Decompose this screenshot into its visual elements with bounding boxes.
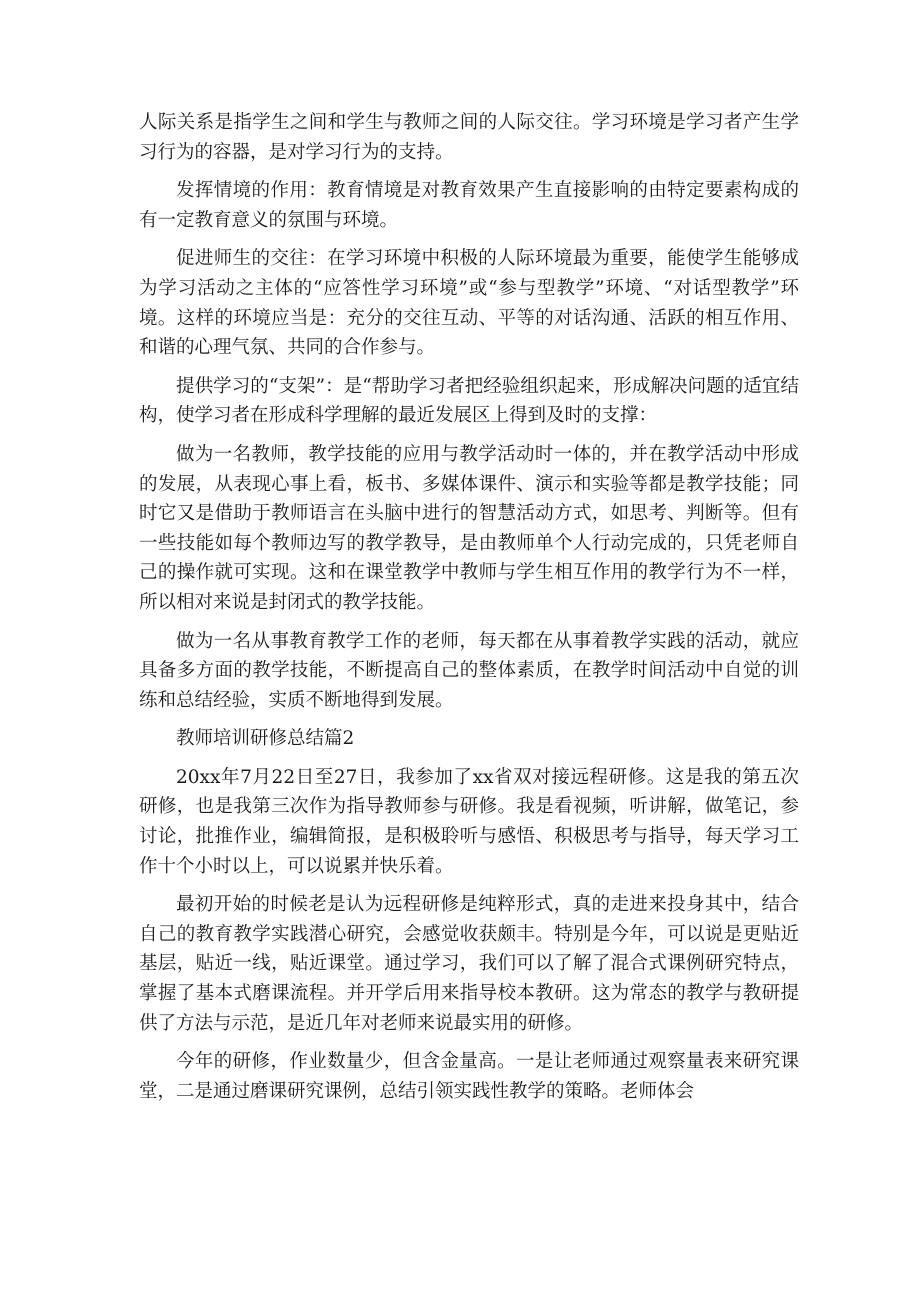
- paragraph-2: 发挥情境的作用：教育情境是对教育效果产生直接影响的由特定要素构成的有一定教育意义的氛围与环境。: [139, 180, 799, 231]
- paragraph-9: 今年的研修，作业数量少，但含金量高。一是让老师通过观察量表来研究课堂，二是通过磨课研究课例，总结引领实践性教学的策略。老师体会: [139, 1051, 799, 1102]
- paragraph-3: 促进师生的交往：在学习环境中积极的人际环境最为重要，能使学生能够成为学习活动之主体的“应答性学习环境”或“参与型教学”环境、“对话型教学”环境。这样的环境应当是：充分的交往互动、平等的对话沟通、活跃的相互作用、和谐的心理气氛、共同的合作参与。: [139, 248, 799, 359]
- document-page: [139, 108, 799, 1115]
- paragraph-8: 最初开始的时候老是认为远程研修是纯粹形式，真的走进来投身其中，结合自己的教育教学实践潜心研究，会感觉收获颇丰。特别是今年，可以说是更贴近基层，贴近一线，贴近课堂。通过学习，我们可以了解了混合式课例研究特点，掌握了基本式磨课流程。并开学后用来指导校本教研。这为常态的教学与教研提供了方法与示范，是近几年对老师来说最实用的研修。: [139, 894, 799, 1034]
- paragraph-5: 做为一名教师，教学技能的应用与教学活动时一体的，并在教学活动中形成的发展，从表现心事上看，板书、多媒体课件、演示和实验等都是教学技能；同时它又是借助于教师语言在头脑中进行的智慧活动方式，如思考、判断等。但有一些技能如每个教师边写的教学教导，是由教师单个人行动完成的，只凭老师自己的操作就可实现。这和在课堂教学中教师与学生相互作用的教学行为不一样，所以相对来说是封闭式的教学技能。: [139, 443, 799, 613]
- paragraph-1: 人际关系是指学生之间和学生与教师之间的人际交往。学习环境是学习者产生学习行为的容器，是对学习行为的支持。: [139, 112, 799, 163]
- section-heading: 教师培训研修总结篇2: [176, 728, 355, 750]
- paragraph-4: 提供学习的“支架”：是“帮助学习者把经验组织起来，形成解决问题的适宜结构，使学习者在形成科学理解的最近发展区上得到及时的支撑：: [139, 375, 799, 427]
- paragraph-6: 做为一名从事教育教学工作的老师，每天都在从事着教学实践的活动，就应具备多方面的教学技能，不断提高自己的整体素质，在教学时间活动中自觉的训练和总结经验，实质不断地得到发展。: [139, 630, 799, 711]
- paragraph-7: 20xx年7月22日至27日，我参加了xx省双对接远程研修。这是我的第五次研修，也是我第三次作为指导教师参与研修。我是看视频，听讲解，做笔记，参讨论，批推作业，编辑简报，是积极聆听与感悟、积极思考与指导，每天学习工作十个小时以上，可以说累并快乐着。: [139, 766, 799, 877]
